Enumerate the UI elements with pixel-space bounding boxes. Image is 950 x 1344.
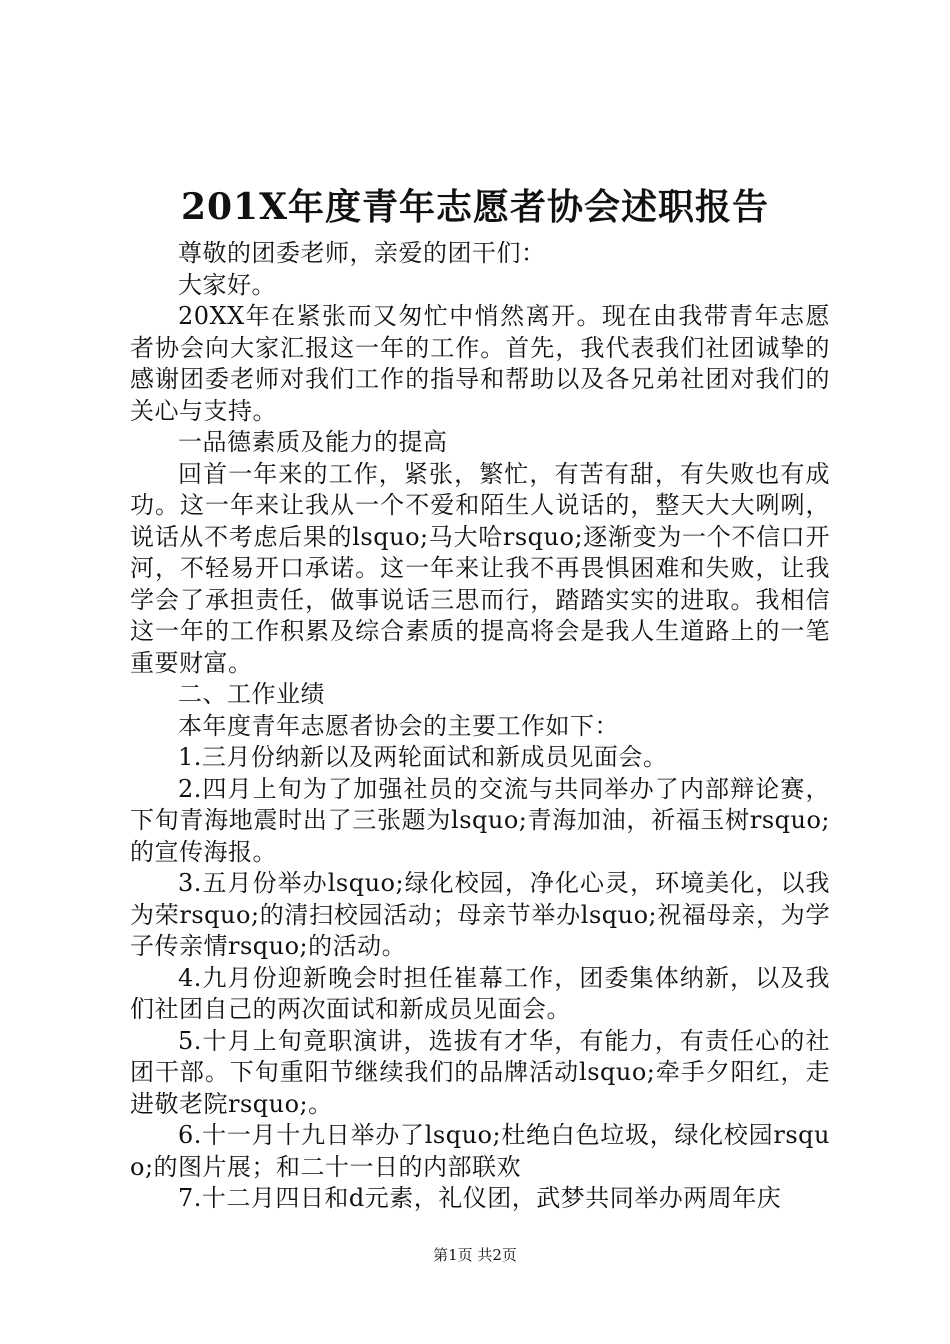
list-item: 3.五月份举办lsquo;绿化校园，净化心灵，环境美化，以我为荣rsquo;的清扫校园活动；母亲节举办lsquo;祝福母亲，为学子传亲情rsquo;的活动。 (130, 869, 830, 960)
list-item: 2.四月上旬为了加强社员的交流与共同举办了内部辩论赛，下旬青海地震时出了三张题为lsquo;青海加油，祈福玉树rsquo;的宣传海报。 (130, 774, 830, 866)
list-item: 7.十二月四日和d元素，礼仪团，武梦共同举办两周年庆 (178, 1184, 782, 1212)
page-footer: 第1页 共2页 (433, 1246, 517, 1264)
work-summary-intro: 本年度青年志愿者协会的主要工作如下： (178, 711, 619, 740)
intro-paragraph: 20XX年在紧张而又匆忙中悄然离开。现在由我带青年志愿者协会向大家汇报这一年的工作。首先，我代表我们社团诚挚的感谢团委老师对我们工作的指导和帮助以及各兄弟社团对我们的关心与支持。 (130, 302, 830, 425)
section-heading-2: 二、工作业绩 (178, 680, 325, 708)
list-item: 5.十月上旬竟职演讲，选拔有才华，有能力，有责任心的社团干部。下旬重阳节继续我们的品牌活动lsquo;牵手夕阳红，走进敬老院rsquo;。 (130, 1026, 830, 1118)
salutation: 尊敬的团委老师，亲爱的团干们： (178, 239, 546, 267)
list-item: 4.九月份迎新晚会时担任崔幕工作，团委集体纳新，以及我们社团自己的两次面试和新成员见面会。 (130, 963, 830, 1023)
list-item: 1.三月份纳新以及两轮面试和新成员见面会。 (178, 743, 668, 771)
section-heading-1: 一品德素质及能力的提高 (178, 428, 448, 456)
review-paragraph: 回首一年来的工作，紧张，繁忙，有苦有甜，有失败也有成功。这一年来让我从一个不爱和陌生人说话的，整天大大咧咧，说话从不考虑后果的lsquo;马大哈rsquo;逐渐变为一个不信口开河，不轻易开口承诺。这一年来让我不再畏惧困难和失败，让我学会了承担责任，做事说话三思而行，踏踏实实的进取。我相信这一年的工作积累及综合素质的提高将会是我人生道路上的一笔重要财富。 (130, 459, 830, 677)
document-body (130, 238, 830, 1215)
list-item: 6.十一月十九日举办了lsquo;杜绝白色垃圾，绿化校园rsquo;的图片展；和二十一日的内部联欢 (130, 1121, 830, 1181)
document-title: 201X年度青年志愿者协会述职报告 (180, 186, 770, 228)
greeting: 大家好。 (178, 270, 276, 299)
